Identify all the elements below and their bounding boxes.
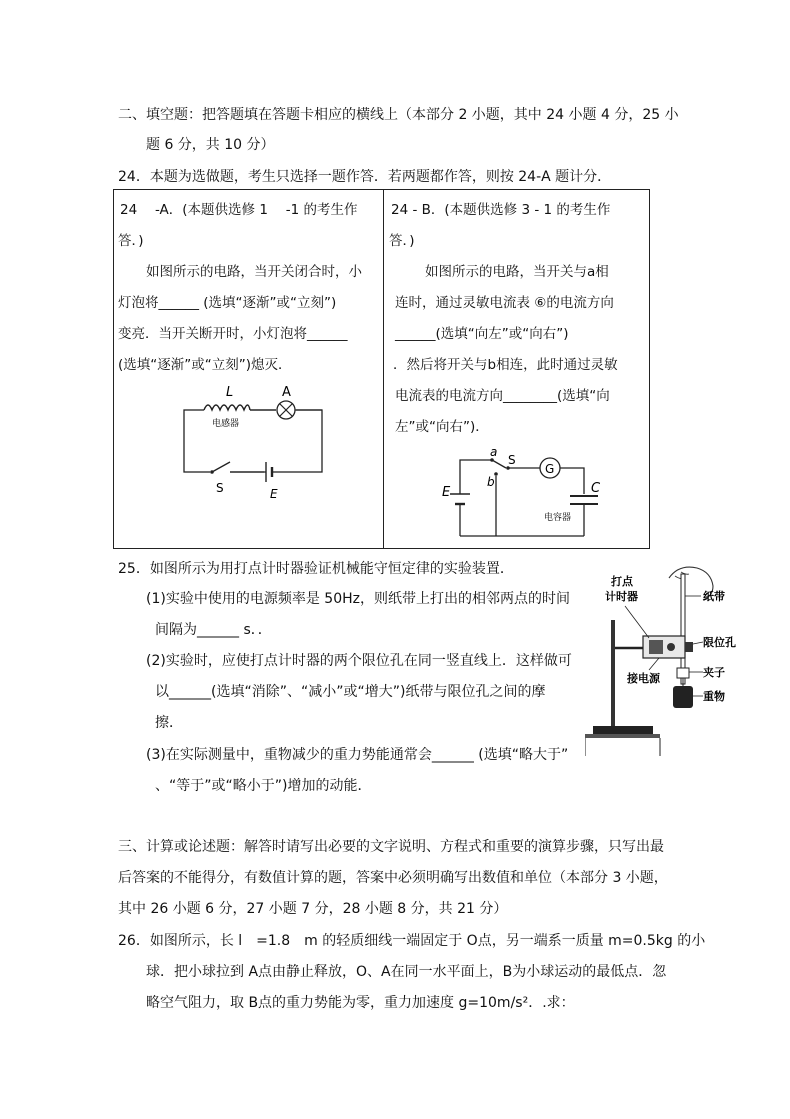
q25-apparatus-figure [585, 560, 745, 760]
label-b: b [487, 475, 495, 489]
q24a-line4: 灯泡将______ (选填“逐渐”或“立刻”) [118, 295, 337, 311]
q25-part2-line2: 以______(选填“消除”、“减小”或“增大”)纸带与限位孔之间的摩 [155, 684, 546, 700]
label-L: L [226, 385, 234, 400]
section2-heading-line1: 二、填空题：把答题填在答题卡相应的横线上（本部分 2 小题，其中 24 小题 4 分，25 小 [118, 107, 679, 123]
q25-part1-line2: 间隔为______ s．． [155, 622, 272, 638]
label-timer1: 打点 [611, 575, 633, 588]
q24b-circuit-figure [436, 446, 611, 546]
q24b-line7: 电流表的电流方向________(选填“向 [395, 388, 610, 404]
q25-part2-line3: 擦． [155, 715, 183, 731]
q24a-line5: 变亮．当开关断开时，小灯泡将______ [118, 326, 348, 342]
q26-line1: 26．如图所示，长 l =1.8 m 的轻质细线一端固定于 O点，另一端系一质量 m=0.5kg 的小 [118, 933, 706, 949]
q26-line2: 球．把小球拉到 A点由静止释放，O、A在同一水平面上，B为小球运动的最低点．忽 [146, 964, 667, 980]
label-power: 接电源 [627, 672, 660, 685]
label-inductor: 电感器 [212, 419, 240, 429]
label-E: E [270, 487, 278, 500]
q24a-line1: 24 -A．(本题供选修 1 -1 的考生作 [120, 202, 358, 218]
q24-table-divider [383, 189, 384, 548]
label-timer2: 计时器 [605, 590, 638, 603]
galvanometer-icon [540, 458, 560, 478]
q25-part1-line1: (1)实验中使用的电源频率是 50Hz，则纸带上打出的相邻两点的时间 [146, 591, 570, 607]
label-weight: 重物 [703, 690, 725, 703]
q24b-line6: ．然后将开关与b相连，此时通过灵敏 [393, 357, 618, 373]
label-G: G [545, 462, 555, 476]
q24a-circuit-figure [170, 380, 340, 500]
timer-icon [643, 636, 693, 658]
q24b-line2: 答．) [389, 233, 415, 249]
label-E2: E [442, 485, 451, 500]
label-hole: 限位孔 [703, 636, 736, 649]
q26-line3: 略空气阻力，取 B点的重力势能为零，重力加速度 g=10m/s²．.求： [146, 995, 575, 1011]
battery-e-icon [450, 494, 470, 504]
label-S: S [216, 481, 224, 495]
q25-title: 25．如图所示为用打点计时器验证机械能守恒定律的实验装置． [118, 561, 514, 577]
label-S2: S [508, 453, 516, 467]
q24b-line4: 连时，通过灵敏电流表 ⑥的电流方向 [395, 295, 614, 311]
label-capacitor: 电容器 [544, 513, 572, 523]
label-C: C [591, 481, 601, 496]
section3-heading-line3: 其中 26 小题 6 分，27 小题 7 分，28 小题 8 分，共 21 分） [118, 901, 508, 917]
q24a-line2: 答．) [118, 233, 144, 249]
q24b-line3: 如图所示的电路，当开关与a相 [425, 264, 609, 280]
weight-icon [673, 678, 693, 708]
q25-part3-line1: (3)在实际测量中，重物减少的重力势能通常会______ (选填“略大于” [146, 747, 569, 763]
q24b-line8: 左”或“向右”)． [395, 419, 489, 435]
q24b-line5: ______(选填“向左”或“向右”) [395, 326, 569, 342]
section2-heading-line2: 题 6 分，共 10 分） [146, 137, 275, 153]
q24b-line1: 24 - B．(本题供选修 3 - 1 的考生作 [391, 202, 611, 218]
section3-heading-line2: 后答案的不能得分，有数值计算的题，答案中必须明确写出数值和单位（本部分 3 小题， [118, 870, 668, 886]
lamp-icon [277, 401, 295, 419]
q24a-line6: (选填“逐渐”或“立刻”)熄灭． [118, 357, 292, 373]
label-a: a [490, 446, 498, 459]
q25-part3-line2: 、“等于”或“略小于”)增加的动能． [155, 778, 372, 794]
q24-intro: 24．本题为选做题，考生只选择一题作答．若两题都作答，则按 24-A 题计分． [118, 169, 612, 185]
label-clip: 夹子 [703, 666, 725, 679]
capacitor-icon [570, 496, 598, 504]
q25-part2-line1: (2)实验时，应使打点计时器的两个限位孔在同一竖直线上．这样做可 [146, 653, 572, 669]
label-A: A [282, 385, 291, 400]
q24a-line3: 如图所示的电路，当开关闭合时，小 [146, 264, 362, 280]
label-tape: 纸带 [703, 590, 725, 603]
section3-heading-line1: 三、计算或论述题：解答时请写出必要的文字说明、方程式和重要的演算步骤，只写出最 [118, 839, 664, 855]
